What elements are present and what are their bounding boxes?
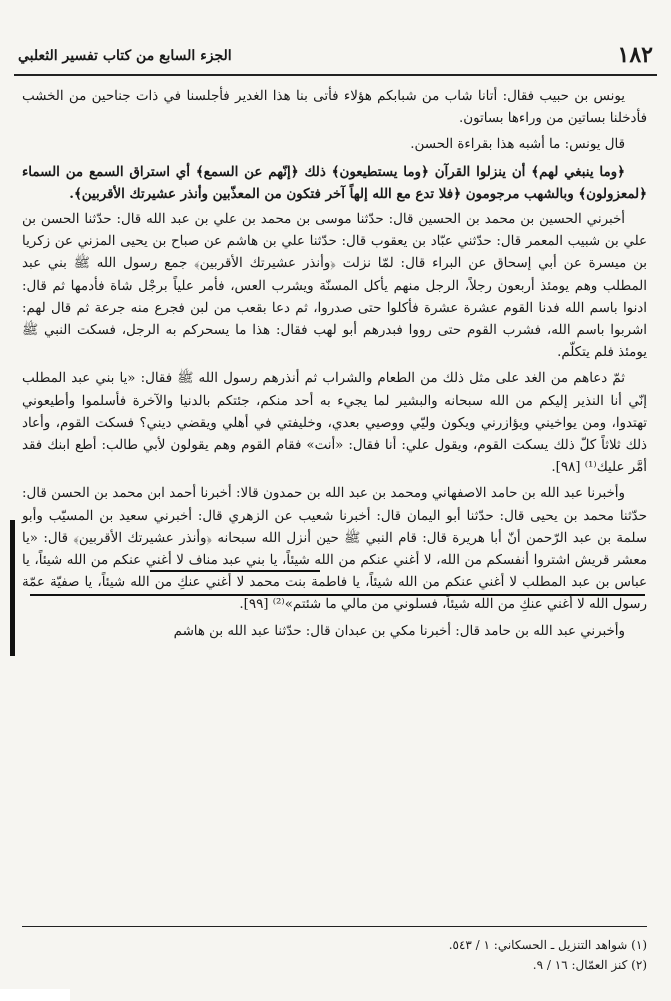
running-title: الجزء السابع من كتاب تفسير الثعلبي (18, 48, 232, 64)
paragraph: وأخبرنا عبد الله بن حامد الاصفهاني ومحمد بن عبد الله بن حمدون قالا: أخبرنا أحمد ابن محمد بن الحسن قال: حدّثنا محمد بن يحيى قال: حدّثنا أبو اليمان قال: أخبرنا شعيب عن الزهري قال: أخبرني سعيد بن المسيّب وأبو سلمة بن عبد الرّحمن أنّ أبا هريرة قال: قام النبي ﷺ حين أنزل الله سبحانه ﴿وأنذر عشيرتك الأقربين﴾ قال: «يا معشر قريش اشتروا أنفسكم من الله، لا أغني عنكم من الله شيئاً، يا بني عبد مناف لا أغني عنكم من الله شيئاً، يا عباس بن عبد المطلب لا أغني عنكم من الله شيئاً، يا فاطمة بنت محمد لا أغني عنكِ من الله شيئاً، يا صفيّة عمّة رسول الله لا أغني عنكِ من الله شيئاً، فسلوني من مالي ما شئتم»⁽²⁾ [٩٩]. (22, 486, 647, 613)
underline-mark (30, 594, 645, 596)
paragraph: يونس بن حبيب فقال: أتانا شاب من شبابكم هؤلاء فأتى بنا هذا الغدير فأجلسنا في ذات جناحين من الخشب فأدخلنا بساتين من وراءها بساتون. (22, 89, 647, 127)
paragraph: قال يونس: ما أشبه هذا بقراءة الحسن. (410, 137, 625, 153)
page-header (14, 40, 657, 76)
page-number: ١٨٢ (617, 42, 653, 68)
paragraph-highlighted: ثمّ دعاهم من الغد على مثل ذلك من الطعام والشراب ثم أنذرهم رسول الله ﷺ فقال: «يا بني عبد المطلب إنّي أنا النذير إليكم من الله سبحانه والبشير لما يجيء به أحد منكم، جئتكم بالدنيا والآخرة فأسلموا وأطيعوني تهتدوا، ومن يواخيني ويؤازرني ويكون وليّي ووصيي بعدي، وخليفتي في أهلي ويقضي ديني؟ فسكت القوم، وأعاد ذلك ثلاثاً كلّ ذلك يسكت القوم، ويقول علي: أنا فقال: «أنت» فقام القوم وهم يقولون لأبي طالب: أطع ابنك فقد أمَّر عليك⁽¹⁾ [٩٨]. (22, 371, 647, 476)
paragraph: وأخبرني عبد الله بن حامد قال: أخبرنا مكي بن عبدان قال: حدّثنا عبد الله بن هاشم (173, 623, 625, 639)
footnote: (١) شواهد التنزيل ـ الحسكاني: ١ / ٥٤٣. (448, 938, 647, 952)
margin-marker-bar (10, 520, 15, 656)
paragraph: أخبرني الحسين بن محمد بن الحسين قال: حدّثنا موسى بن محمد بن علي بن عبد الله قال: حدّثنا الحسن بن علي بن شبيب المعمر قال: حدّثني عبّاد بن يعقوب قال: حدّثنا علي بن هاشم عن صباح بن يحيى المزني عن زكريا بن ميسرة عن أبي إسحاق عن البراء قال: لمّا نزلت ﴿وأنذر عشيرتك الأقربين﴾ جمع رسول الله ﷺ بني عبد المطلب وهم يومئذ أربعون رجلاً، الرجل منهم يأكل المسنّة ويشرب العس، فأمر علياً برجْل شاة فأدمها ثم قال: ادنوا باسم الله فدنا القوم عشرة عشرة فأكلوا حتى صدروا، ثم دعا بقعب من لبن فجرع منه جرعة ثم قال لهم: اشربوا باسم الله، فشرب القوم حتى رووا فبدرهم أبو لهب فقال: هذا ما يسحركم به الرجل، فسكت النبي ﷺ يومئذ فلم يتكلّم. (22, 212, 647, 361)
page-body (22, 86, 647, 647)
paragraph: ﴿وما ينبغي لهم﴾ أن ينزلوا القرآن ﴿وما يستطيعون﴾ ذلك ﴿إنّهم عن السمع﴾ أي استراق السمع من السماء ﴿لمعزولون﴾ وبالشهب مرجومون ﴿فلا تدع مع الله إلهاً آخر فتكون من المعذّبين وأنذر عشيرتك الأقربين﴾. (22, 163, 647, 202)
underline-mark (150, 570, 320, 572)
scan-corner (0, 989, 70, 1001)
footnote: (٢) كنز العمّال: ١٦ / ٩. (532, 958, 647, 972)
footnotes (22, 926, 647, 975)
